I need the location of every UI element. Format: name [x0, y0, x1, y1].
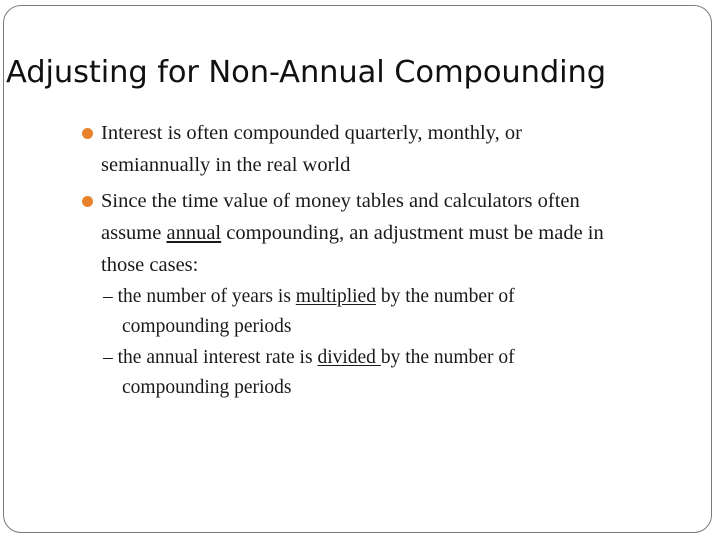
underlined-term: annual [166, 222, 222, 244]
sub-bullet-text: by the number of [380, 347, 515, 368]
underlined-term: multiplied [295, 286, 376, 307]
bullet-text: compounding, an adjustment must be made in [221, 222, 604, 244]
bullet-line [101, 217, 604, 249]
sub-bullet-continuation: compounding periods [122, 316, 292, 337]
underlined-term: divided [317, 347, 381, 368]
bullet-dot-icon [82, 196, 93, 207]
bullet-dot-icon [82, 128, 93, 139]
sub-bullet-line [103, 282, 515, 312]
slide-title: Adjusting for Non-Annual Compounding [6, 55, 606, 90]
sub-bullet-line [103, 343, 515, 373]
bullet-line: Since the time value of money tables and calculators often [101, 190, 580, 212]
sub-bullet-text: – the annual interest rate is [103, 347, 318, 368]
bullet-text: assume [101, 222, 167, 244]
sub-bullet-continuation: compounding periods [122, 377, 292, 398]
sub-bullet-text: – the number of years is [103, 286, 296, 307]
bullet-line: Interest is often compounded quarterly, monthly, or [101, 122, 522, 144]
bullet-line: semiannually in the real world [101, 154, 351, 176]
bullet-line: those cases: [101, 254, 199, 276]
sub-bullet-text: by the number of [375, 286, 515, 307]
